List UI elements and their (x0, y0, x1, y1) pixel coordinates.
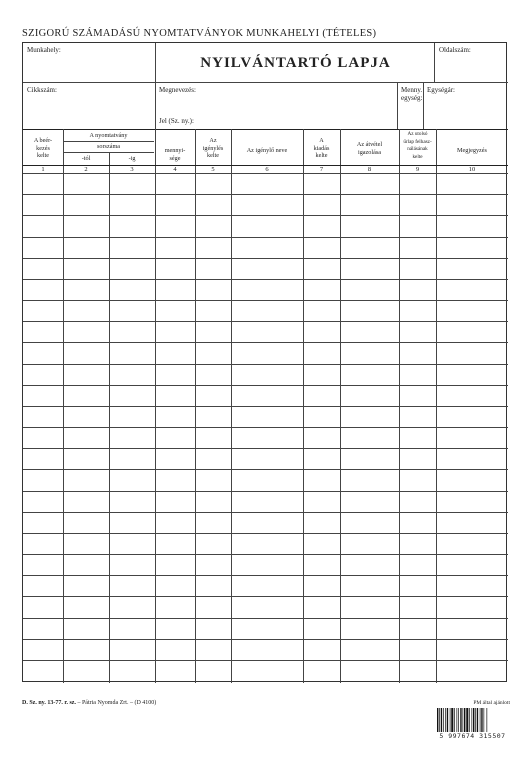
column-header-line: kelte (206, 152, 220, 159)
row-divider (23, 342, 508, 343)
barcode-bar (439, 708, 440, 732)
main-title: NYILVÁNTARTÓ LAPJA (200, 55, 391, 71)
column-number: 2 (84, 166, 88, 173)
row-divider (23, 448, 508, 449)
column-number: 4 (173, 166, 177, 173)
column-header-line: Az átvétel (356, 141, 383, 148)
row-divider (23, 321, 508, 322)
column-header-line: A beér- (33, 137, 53, 144)
barcode-bar (463, 708, 464, 732)
form-top-title: SZIGORÚ SZÁMADÁSÚ NYOMTATVÁNYOK MUNKAHELYI (TÉTELES) (22, 28, 377, 39)
row-divider (23, 300, 508, 301)
barcode-bar (447, 708, 448, 732)
row-divider (23, 660, 508, 661)
column-number: 6 (265, 166, 269, 173)
publisher-text: – Pátria Nyomda Zrt. – (D 4100) (75, 700, 157, 706)
barcode-bar (441, 708, 442, 732)
barcode-bar (466, 708, 468, 732)
column-number: 9 (415, 166, 420, 173)
header-divider (423, 82, 424, 130)
row-divider (23, 427, 508, 428)
row-divider (23, 237, 508, 238)
barcode-bar (475, 708, 476, 732)
column-number: 8 (367, 166, 372, 173)
row-divider (23, 575, 508, 576)
row-divider (23, 279, 508, 280)
jel-label: Jel (Sz. ny.): (159, 117, 194, 125)
barcode-bar (473, 708, 474, 732)
column-number: 7 (319, 166, 324, 173)
column-header-5 (195, 137, 231, 160)
barcode-bar (450, 708, 451, 732)
group-header: A nyomtatvány (89, 132, 128, 139)
column-number: 1 (41, 166, 45, 173)
row-divider (23, 469, 508, 470)
column-header-7 (303, 137, 340, 160)
menny-egyseg-label (401, 86, 422, 102)
column-header-line: kiadás (313, 144, 330, 152)
row-divider (23, 258, 508, 259)
barcode-bar (481, 708, 482, 732)
row-divider (23, 618, 508, 619)
column-header-line: nálásának (407, 146, 428, 152)
column-header-line: Az utolsó (407, 131, 428, 137)
column-header-4 (155, 147, 195, 162)
row-divider (23, 406, 508, 407)
row-divider (23, 639, 508, 640)
column-header-line: -ig (128, 155, 136, 162)
header-bottom-rule (23, 165, 508, 166)
barcode-bar (445, 708, 446, 732)
column-header-line: kelte (412, 153, 423, 160)
oldalszam-label: Oldalszám: (439, 46, 471, 54)
column-header-line: igénylés (202, 144, 224, 152)
column-header-line: A (319, 137, 324, 144)
column-header-10 (436, 147, 508, 155)
barcode-bar (477, 708, 478, 732)
column-header-line: Az (209, 137, 217, 144)
form-code (22, 700, 156, 706)
barcode-bar (464, 708, 465, 732)
barcode-bar (460, 708, 461, 732)
column-header-line: Megjegyzés (457, 147, 487, 154)
form-code-number: D. Sz. ny. 13-77. r. sz. (22, 700, 76, 706)
header-divider (434, 43, 435, 82)
column-header-2 (63, 155, 109, 163)
row-divider (23, 596, 508, 597)
barcode-bar (437, 708, 438, 732)
row-divider (23, 364, 508, 365)
column-header-line: űrlap felhasz- (403, 138, 432, 145)
barcode-bar (480, 708, 481, 732)
column-header-6 (231, 147, 303, 155)
cikkszam-label: Cikkszám: (27, 86, 57, 94)
column-number: 5 (211, 166, 215, 173)
menny-label-line2: egység: (401, 94, 423, 102)
column-header-line: kezés (36, 144, 50, 152)
column-header-line: kelte (315, 152, 328, 159)
barcode-bar (469, 708, 470, 732)
header-rule (23, 82, 508, 83)
row-divider (23, 215, 508, 216)
barcode-bar (472, 708, 473, 732)
barcode-bar (454, 708, 455, 732)
barcode-bar (484, 708, 485, 732)
form-frame (22, 42, 507, 682)
barcode-bar (451, 708, 453, 732)
barcode-bar (458, 708, 459, 732)
barcode-bar (457, 708, 458, 732)
megnevezes-label: Megnevezés: (159, 86, 196, 94)
number-row-rule (23, 173, 508, 174)
column-header-line: sége (169, 154, 181, 162)
approval-text: PM által ajánlott (473, 700, 510, 706)
column-header-line: Az igénylő neve (246, 147, 288, 154)
column-header-8 (340, 141, 399, 156)
column-header-1 (23, 137, 63, 160)
barcode-bar (487, 708, 488, 732)
column-header-line: mennyi- (164, 147, 186, 154)
column-header-3 (109, 155, 155, 163)
row-divider (23, 512, 508, 513)
group-rule (63, 141, 154, 142)
column-number: 3 (130, 166, 134, 173)
header-divider (155, 82, 156, 130)
column-header-9 (399, 131, 436, 161)
munkahely-label: Munkahely: (27, 46, 61, 54)
row-divider (23, 554, 508, 555)
barcode-bar (443, 708, 444, 732)
sub-header: sorszáma (96, 143, 121, 150)
row-divider (23, 385, 508, 386)
row-divider (23, 491, 508, 492)
egysegar-label: Egységár: (427, 86, 455, 94)
barcode-digits: 5 997674 315507 (435, 732, 510, 740)
column-number: 10 (468, 166, 476, 173)
header-divider (397, 82, 398, 130)
column-header-line: -tól (81, 155, 91, 162)
header-divider (155, 43, 156, 82)
row-divider (23, 533, 508, 534)
row-divider (23, 194, 508, 195)
column-header-line: kelte (36, 152, 50, 159)
menny-label-line1: Menny. (401, 86, 423, 94)
column-header-line: igazolása (357, 148, 382, 156)
column-divider (109, 152, 110, 683)
